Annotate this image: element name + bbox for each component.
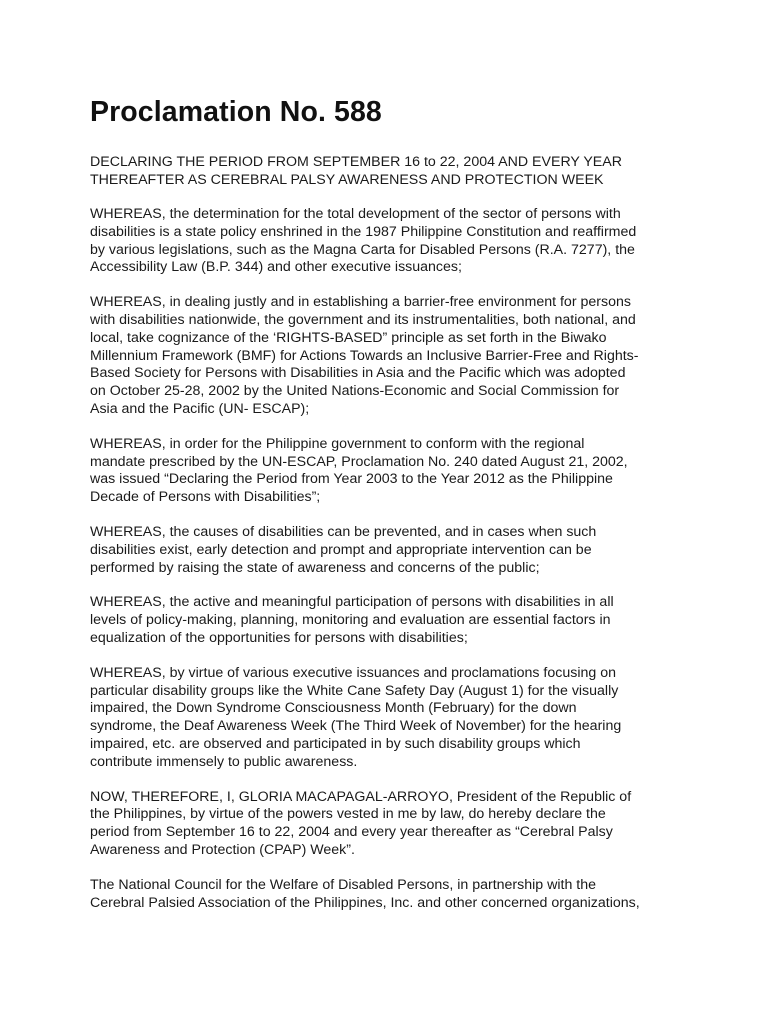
paragraph-now-therefore: NOW, THEREFORE, I, GLORIA MACAPAGAL-ARROYO, President of the Republic of the Philippines, by virtue of the powers vested in me by law, do hereby declare the period from September 16 to 22, 2004 and every year thereafter as “Cerebral Palsy Awareness and Protection (CPAP) Week”. — [90, 788, 632, 858]
paragraph-whereas-observances: WHEREAS, by virtue of various executive issuances and proclamations focusing on particular disability groups like the White Cane Safety Day (August 1) for the visually impaired, the Down Syndrome Consciousness Month (February) for the down syndrome, the Deaf Awareness Week (The Third Week of November) for the hearing impaired, etc. are observed and participated in by such disability groups which contribute immensely to public awareness. — [90, 664, 622, 770]
page-title: Proclamation No. 588 — [90, 96, 382, 128]
paragraph-whereas-barrier-free: WHEREAS, in dealing justly and in establishing a barrier-free environment for persons with disabilities nationwide, the government and its instrumentalities, both national, and local, take cognizance of the ‘RIGHTS-BASED” principle as set forth in the Biwako Millennium Framework (BMF) for Actions Towards an Inclusive Barrier-Free and Rights- Based Society for Persons with Disabilities in Asia and the Pacific which was adopted on October 25-28, 2002 by the United Nations-Economic and Social Commission for Asia and the Pacific (UN- ESCAP); — [90, 294, 639, 417]
paragraph-whereas-constitution: WHEREAS, the determination for the total development of the sector of persons with disabilities is a state policy enshrined in the 1987 Philippine Constitution and reaffirmed by various legislations, such as the Magna Carta for Disabled Persons (R.A. 7277), the Accessibility Law (B.P. 344) and other executive issuances; — [90, 206, 637, 276]
paragraph-whereas-prevention: WHEREAS, the causes of disabilities can be prevented, and in cases when such disabilities exist, early detection and prompt and appropriate intervention can be performed by raising the state of awareness and concerns of the public; — [90, 523, 597, 576]
paragraph-national-council: The National Council for the Welfare of Disabled Persons, in partnership with the Cerebral Palsied Association of the Philippines, Inc. and other concerned organizations, — [90, 876, 640, 911]
paragraph-whereas-un-escap: WHEREAS, in order for the Philippine government to conform with the regional mandate prescribed by the UN-ESCAP, Proclamation No. 240 dated August 21, 2002, was issued “Declaring the Period from Year 2003 to the Year 2012 as the Philippine Decade of Persons with Disabilities”; — [90, 435, 628, 506]
paragraph-whereas-participation: WHEREAS, the active and meaningful participation of persons with disabilities in all levels of policy-making, planning, monitoring and evaluation are essential factors in equalization of the opportunities for persons with disabilities; — [90, 594, 614, 646]
proclamation-subtitle: DECLARING THE PERIOD FROM SEPTEMBER 16 to 22, 2004 AND EVERY YEAR THEREAFTER AS CEREBRAL PALSY AWARENESS AND PROTECTION WEEK — [90, 154, 622, 188]
document-page — [90, 94, 690, 912]
